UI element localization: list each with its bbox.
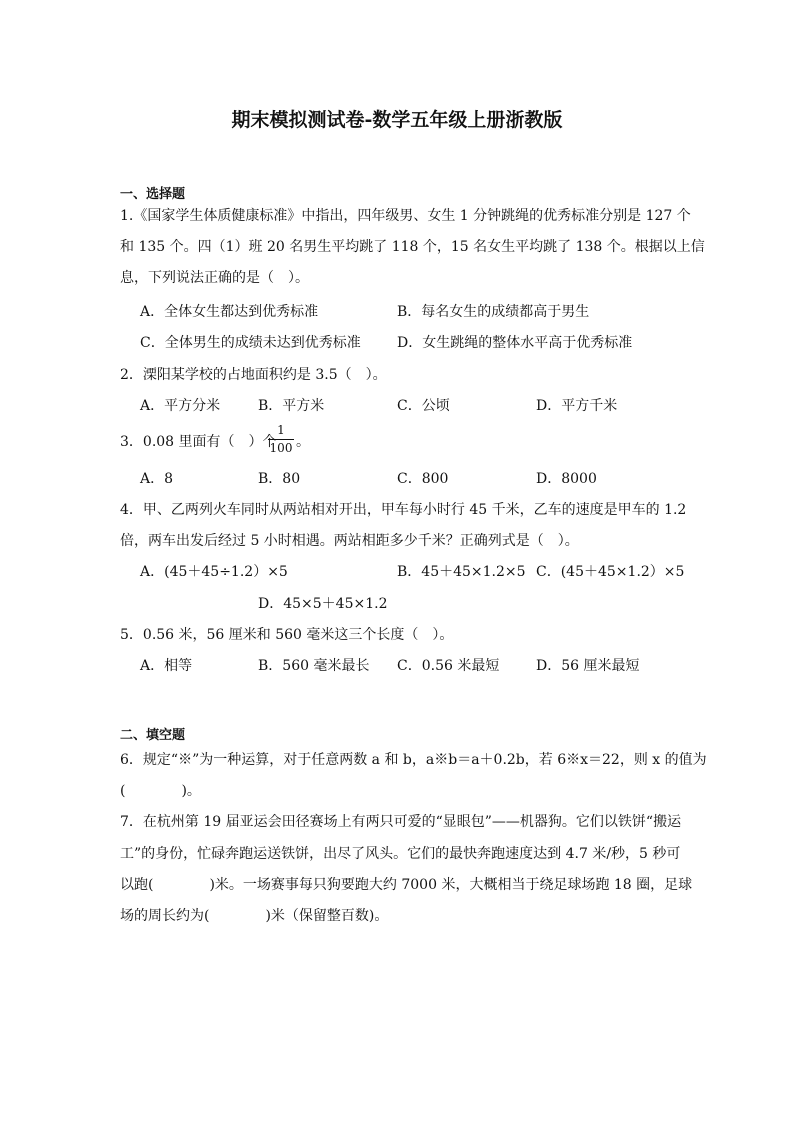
page-title: 期末模拟测试卷-数学五年级上册浙教版 — [231, 109, 563, 131]
q5-option-a[interactable]: A．相等 — [140, 658, 193, 674]
q2-option-d[interactable]: D．平方千米 — [536, 398, 618, 414]
q3-fraction — [268, 423, 294, 456]
q1-option-b[interactable]: B．每名女生的成绩都高于男生 — [397, 304, 590, 320]
q3-text: 3．0.08 里面有（ ）个 — [120, 434, 277, 450]
q6-line-2: ( )。 — [120, 783, 201, 799]
q7-line-2: 工”的身份，忙碌奔跑运送铁饼，出尽了风头。它们的最快奔跑速度达到 4.7 米/秒，5 秒可 — [120, 846, 681, 862]
q5-option-d[interactable]: D．56 厘米最短 — [536, 658, 640, 674]
q6-line-1: 6．规定“※”为一种运算，对于任意两数 a 和 b，a※b＝a＋0.2b，若 6※x＝22，则 x 的值为 — [120, 752, 707, 768]
q5-text: 5．0.56 米，56 厘米和 560 毫米这三个长度（ ）。 — [120, 627, 454, 643]
q3-option-d[interactable]: D．8000 — [536, 471, 597, 487]
q4-option-d[interactable]: D．45×5＋45×1.2 — [258, 596, 388, 612]
q2-option-a[interactable]: A．平方分米 — [140, 398, 221, 414]
fraction-numerator: 1 — [277, 423, 285, 437]
q5-option-c[interactable]: C．0.56 米最短 — [397, 658, 500, 674]
q1-option-c[interactable]: C．全体男生的成绩未达到优秀标准 — [140, 335, 361, 351]
q2-option-c[interactable]: C．公顷 — [397, 398, 450, 414]
q1-option-d[interactable]: D．女生跳绳的整体水平高于优秀标准 — [397, 335, 633, 351]
q7-line-4: 场的周长约为( )米（保留整百数)。 — [120, 908, 389, 924]
q2-option-b[interactable]: B．平方米 — [258, 398, 325, 414]
q3-option-a[interactable]: A．8 — [140, 471, 174, 487]
q2-text: 2．溧阳某学校的占地面积约是 3.5（ ）。 — [120, 367, 387, 383]
q1-line-3: 息，下列说法正确的是（ ）。 — [120, 270, 309, 286]
q1-line-2: 和 135 个。四（1）班 20 名男生平均跳了 118 个，15 名女生平均跳了 138 个。根据以上信 — [120, 239, 705, 255]
q3-option-b[interactable]: B．80 — [258, 471, 301, 487]
q4-line-1: 4．甲、乙两列火车同时从两站相对开出，甲车每小时行 45 千米，乙车的速度是甲车的 1.2 — [120, 502, 687, 518]
q1-line-1: 1.《国家学生体质健康标准》中指出，四年级男、女生 1 分钟跳绳的优秀标准分别是 127 个 — [120, 208, 691, 224]
fraction-bar — [268, 439, 294, 440]
q4-option-b[interactable]: B．45＋45×1.2×5 — [397, 564, 526, 580]
q4-option-a[interactable]: A．(45＋45÷1.2）×5 — [140, 564, 288, 580]
q5-option-b[interactable]: B．560 毫米最长 — [258, 658, 370, 674]
q1-option-a[interactable]: A．全体女生都达到优秀标准 — [140, 304, 319, 320]
q3-tail: 。 — [296, 434, 310, 450]
q3-option-c[interactable]: C．800 — [397, 471, 449, 487]
section-fill-heading: 二、填空题 — [120, 728, 186, 743]
q4-line-2: 倍，两车出发后经过 5 小时相遇。两站相距多少千米？正确列式是（ ）。 — [120, 533, 579, 549]
section-choice-heading: 一、选择题 — [120, 187, 186, 202]
q7-line-3: 以跑( )米。一场赛事每只狗要跑大约 7000 米，大概相当于绕足球场跑 18 圈，足球 — [120, 877, 693, 893]
fraction-denominator: 100 — [269, 441, 293, 455]
q4-option-c[interactable]: C．(45＋45×1.2）×5 — [536, 564, 685, 580]
q7-line-1: 7．在杭州第 19 届亚运会田径赛场上有两只可爱的“显眼包”——机器狗。它们以铁饼“搬运 — [120, 814, 682, 830]
